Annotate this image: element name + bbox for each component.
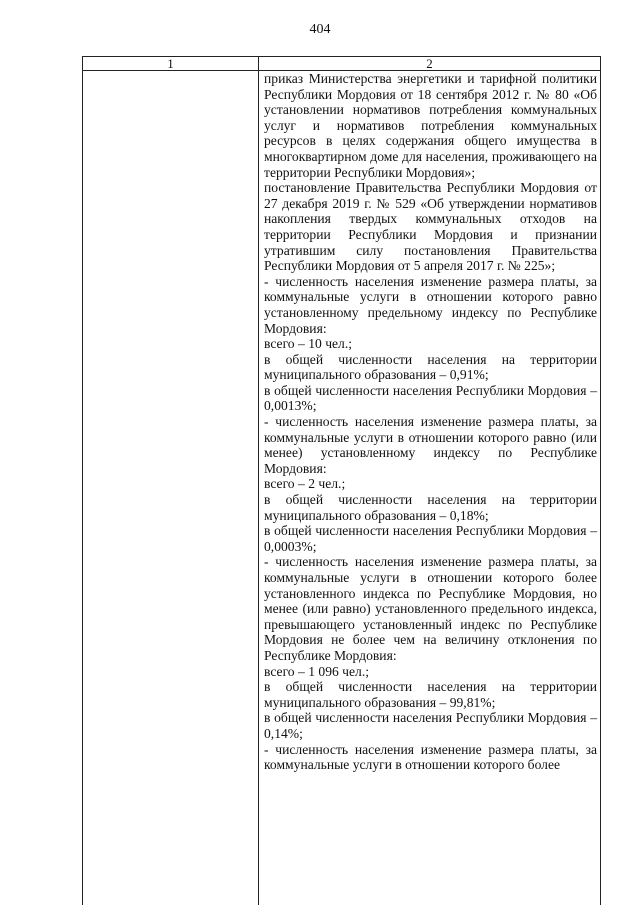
paragraph-population-continued: - численность населения изменение размера платы, за коммунальные услуги в отношении которого более bbox=[264, 741, 597, 773]
document-table bbox=[82, 56, 601, 905]
paragraph-republic-share-1: в общей численности населения Республики Мордовия – 0,0013%; bbox=[264, 382, 597, 414]
paragraph-resolution-529: постановление Правительства Республики Мордовия от 27 декабря 2019 г. № 529 «Об утверждении нормативов накопления твердых коммунальных отходов на территории Республики Мордовия и признании утратившим силу постановления Правительства Республики Мордовия от 5 апреля 2017 г. № 225»; bbox=[264, 180, 597, 274]
column-2-cell bbox=[259, 71, 601, 905]
paragraph-population-equal-limit: - численность населения изменение размера платы, за коммунальные услуги в отношении которого равно установленному предельному индексу по Республике Мордовия: bbox=[264, 273, 597, 336]
paragraph-total-10: всего – 10 чел.; bbox=[264, 336, 353, 352]
paragraph-municipal-share-3: в общей численности населения на территории муниципального образования – 99,81%; bbox=[264, 679, 597, 710]
paragraph-total-2: всего – 2 чел.; bbox=[264, 476, 346, 492]
page-number: 404 bbox=[309, 22, 331, 37]
paragraph-total-1096: всего – 1 096 чел.; bbox=[264, 663, 370, 679]
table-row bbox=[83, 71, 601, 905]
column-header-2: 2 bbox=[259, 57, 601, 71]
paragraph-population-equal-index: - численность населения изменение размера платы, за коммунальные услуги в отношении которого равно (или менее) установленному индексу по Республике Мордовия: bbox=[264, 414, 597, 476]
paragraph-municipal-share-1: в общей численности населения на территории муниципального образования – 0,91%; bbox=[264, 351, 597, 383]
paragraph-republic-share-3: в общей численности населения Республики Мордовия – 0,14%; bbox=[264, 710, 597, 741]
paragraph-municipal-share-2: в общей численности населения на территории муниципального образования – 0,18%; bbox=[264, 492, 597, 523]
paragraph-order-80: приказ Министерства энергетики и тарифной политики Республики Мордовия от 18 сентября 2012 г. № 80 «Об установлении нормативов потребления коммунальных услуг и нормативов потребления коммунальных ресурсов в целях содержания общего имущества в многоквартирном доме для населения, проживающего на территории Республики Мордовия»; bbox=[264, 71, 597, 180]
column-header-1: 1 bbox=[83, 57, 259, 71]
column-1-cell bbox=[83, 71, 259, 905]
paragraph-republic-share-2: в общей численности населения Республики Мордовия – 0,0003%; bbox=[264, 523, 597, 554]
paragraph-population-above-index: - численность населения изменение размера платы, за коммунальные услуги в отношении которого более установленного индекса по Республике Мордовия, но менее (или равно) установленного предельного индекса, превышающего установленный индекс по Республике Мордовия не более чем на величину отклонения по Республике Мордовия: bbox=[264, 554, 597, 663]
table-header-row bbox=[83, 57, 601, 71]
